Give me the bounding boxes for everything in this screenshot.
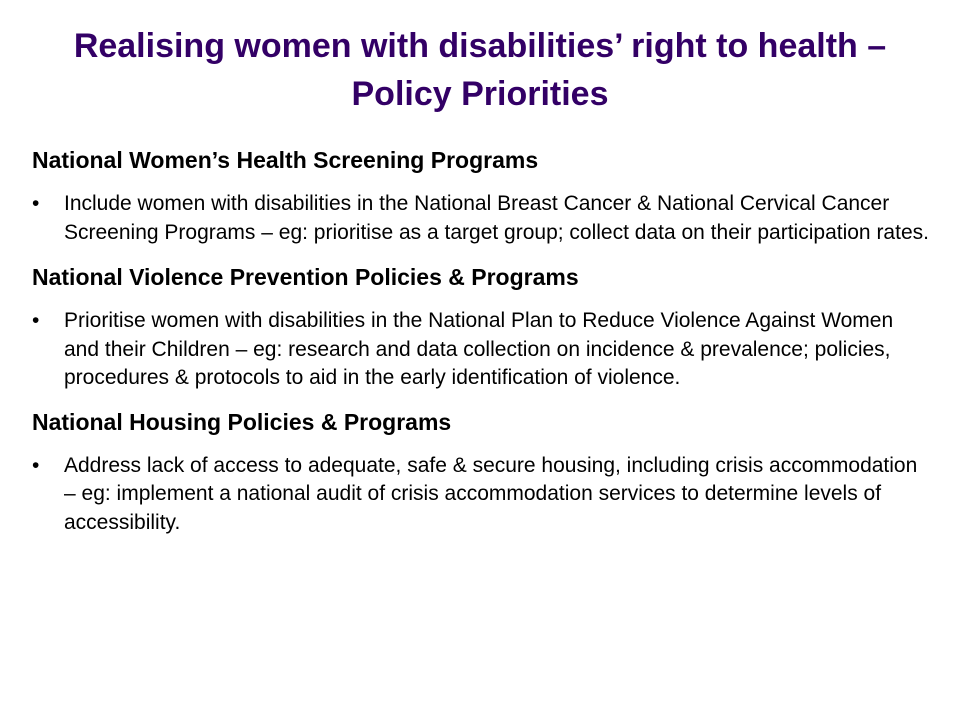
section-heading-screening: National Women’s Health Screening Programs bbox=[32, 147, 539, 173]
bullet-item-screening bbox=[32, 190, 932, 247]
bullet-item-violence-prevention bbox=[32, 307, 932, 393]
bullet-text-housing: Address lack of access to adequate, safe & secure housing, including crisis accommodation – eg: implement a national audit of crisis accommodation services to determine levels of accessibility. bbox=[64, 453, 918, 534]
section-heading-violence-prevention: National Violence Prevention Policies & Programs bbox=[32, 264, 579, 290]
slide-body bbox=[32, 143, 932, 537]
bullet-icon: • bbox=[32, 453, 40, 477]
bullet-icon: • bbox=[32, 309, 40, 332]
bullet-item-housing bbox=[32, 452, 932, 538]
section-heading-housing: National Housing Policies & Programs bbox=[32, 408, 452, 435]
bullet-text-screening: Include women with disabilities in the National Breast Cancer & National Cervical Cancer Screening Programs – eg: prioritise as a target group; collect data on their participation rates. bbox=[64, 192, 929, 244]
slide-title: Realising women with disabilities’ right to health – Policy Priorities bbox=[73, 27, 887, 113]
bullet-text-violence-prevention: Prioritise women with disabilities in the National Plan to Reduce Violence Against Women and their Children – eg: research and data collection on incidence & prevalence; policies, procedures & protocols to aid in the early identification of violence. bbox=[64, 309, 894, 389]
bullet-icon: • bbox=[32, 192, 40, 215]
